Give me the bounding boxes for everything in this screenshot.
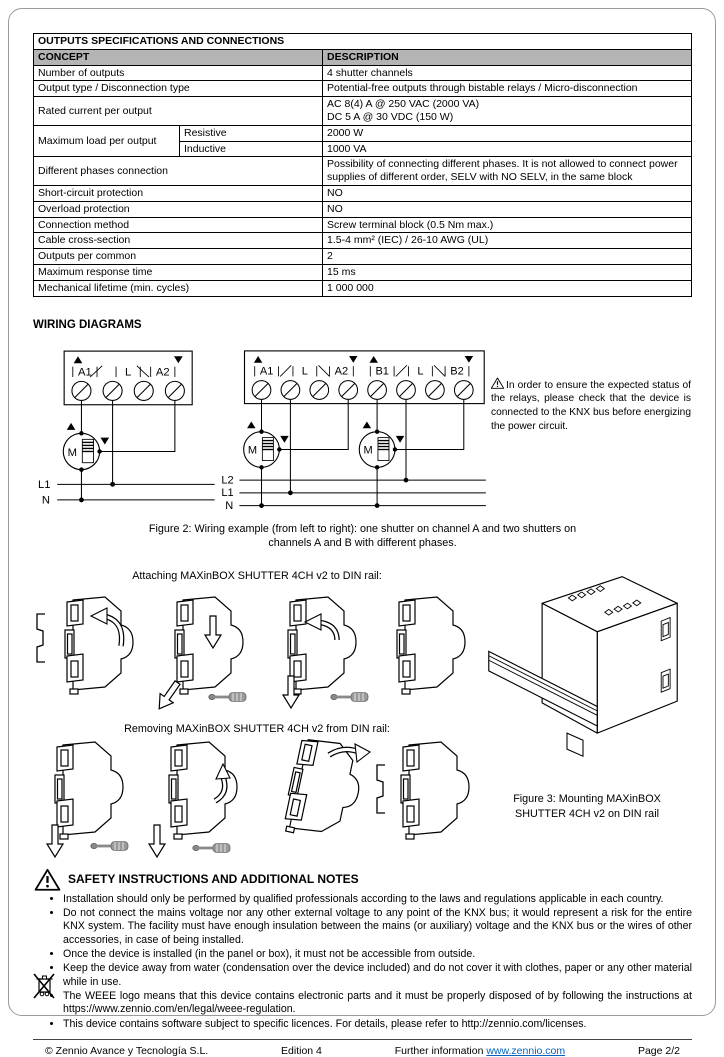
rated-current-line1: AC 8(4) A @ 250 VAC (2000 VA) xyxy=(327,98,480,111)
spec-row-different-phases xyxy=(34,157,692,186)
terminal-label: A2 xyxy=(334,365,349,378)
knx-warning-note xyxy=(491,377,691,434)
concept-cell: Maximum response time xyxy=(34,264,323,280)
spec-row-rated-current xyxy=(34,97,692,126)
terminal-label: L xyxy=(417,365,424,378)
safety-bullet: • Once the device is installed (in the panel or box), it must not be accessible from outside. xyxy=(63,948,692,961)
warning-text: In order to ensure the expected status of the relays, please check that the device is connected to the KNX bus before energizing the power circuit. xyxy=(491,379,691,432)
terminal-label: L xyxy=(125,365,132,378)
wiring-diagram-channels-ab xyxy=(219,339,491,514)
description-cell: Screw terminal block (0.5 Nm max.) xyxy=(323,217,692,233)
safety-bullet: • Keep the device away from water (condensation over the device included) and do not cover it with clothes, paper or any other material while in use. xyxy=(63,962,692,989)
attach-label: Attaching MAXinBOX SHUTTER 4CH v2 to DIN rail: xyxy=(132,569,382,582)
table-title: OUTPUTS SPECIFICATIONS AND CONNECTIONS xyxy=(34,34,692,50)
concept-cell: Connection method xyxy=(34,217,323,233)
description-cell: NO xyxy=(323,201,692,217)
spec-row-connection-method xyxy=(34,217,692,233)
terminal-label: A2 xyxy=(155,365,170,378)
safety-bullet: • The WEEE logo means that this device contains electronic parts and it must be properly disposed of by following the instructions at https://www.zennio.com/en/legal/weee-regulation. xyxy=(63,990,692,1017)
terminal-label: A1 xyxy=(78,365,92,378)
spec-row-number-of-outputs xyxy=(34,65,692,81)
concept-cell: Cable cross-section xyxy=(34,233,323,249)
figure3-block xyxy=(483,564,691,866)
spec-row-cable-cross-section xyxy=(34,233,692,249)
concept-header: CONCEPT xyxy=(34,49,323,65)
description-cell: 1 000 000 xyxy=(323,280,692,296)
footer-further-info-text: Further information xyxy=(394,1045,484,1057)
concept-cell: Short-circuit protection xyxy=(34,185,323,201)
description-cell: NO xyxy=(323,185,692,201)
weee-logo xyxy=(33,972,55,1005)
description-cell xyxy=(323,97,692,126)
description-cell: Possibility of connecting different phases. It is not allowed to connect power supplies of different order, SELV with NO SELV, in the same block xyxy=(323,157,692,186)
footer-copyright: © Zennio Avance y Tecnología S.L. xyxy=(45,1045,209,1057)
footer-page-number: Page 2/2 xyxy=(637,1045,680,1057)
line-label: N xyxy=(225,499,234,512)
concept-cell: Mechanical lifetime (min. cycles) xyxy=(34,280,323,296)
safety-bullet-list xyxy=(33,893,692,1031)
line-label: L1 xyxy=(221,486,234,499)
remove-sequence-diagram xyxy=(33,737,473,861)
wiring-diagrams-heading: WIRING DIAGRAMS xyxy=(33,318,142,331)
warning-triangle-icon xyxy=(35,868,60,891)
wiring-diagram-channel-a xyxy=(33,339,219,509)
spec-row-max-load-resistive xyxy=(34,125,692,141)
table-title-row xyxy=(34,34,692,50)
description-header: DESCRIPTION xyxy=(323,49,692,65)
spec-row-short-circuit xyxy=(34,185,692,201)
line-label: L2 xyxy=(221,474,234,487)
terminal-label: L xyxy=(301,365,308,378)
device-on-din-rail-illustration xyxy=(487,566,687,784)
line-label: L1 xyxy=(37,478,51,491)
din-rail-instructions xyxy=(33,564,481,866)
spec-row-max-response-time xyxy=(34,264,692,280)
rated-current-line2: DC 5 A @ 30 VDC (150 W) xyxy=(327,110,454,123)
terminal-label: B2 xyxy=(450,365,464,378)
figure3-caption: Figure 3: Mounting MAXinBOX SHUTTER 4CH v2 on DIN rail xyxy=(513,793,661,820)
outputs-specifications-table xyxy=(33,33,692,297)
concept-cell: Maximum load per output xyxy=(34,125,180,157)
wiring-diagrams-row xyxy=(33,339,692,514)
spec-row-mechanical-lifetime xyxy=(34,280,692,296)
mounting-section xyxy=(33,564,692,866)
safety-section xyxy=(33,868,692,1031)
terminal-label: B1 xyxy=(375,365,389,378)
zennio-website-link[interactable]: www.zennio.com xyxy=(486,1045,566,1057)
spec-row-outputs-per-common xyxy=(34,249,692,265)
release-tab xyxy=(567,733,583,756)
remove-label: Removing MAXinBOX SHUTTER 4CH v2 from DIN rail: xyxy=(124,722,390,735)
concept-cell: Output type / Disconnection type xyxy=(34,81,323,97)
description-cell: Potential-free outputs through bistable relays / Micro-disconnection xyxy=(323,81,692,97)
line-label: N xyxy=(41,493,51,506)
footer-further-info xyxy=(395,1045,565,1057)
phase-lines xyxy=(239,480,485,505)
description-cell: 4 shutter channels xyxy=(323,65,692,81)
table-header-row xyxy=(34,49,692,65)
description-cell: 1000 VA xyxy=(323,141,692,157)
spec-row-output-type xyxy=(34,81,692,97)
concept-cell: Different phases connection xyxy=(34,157,323,186)
safety-bullet: • This device contains software subject to specific licences. For details, please refer to http://zennio.com/licenses. xyxy=(63,1018,692,1031)
safety-bullet: • Do not connect the mains voltage nor any other external voltage to any point of the KNX bus; it would represent a risk for the entire KNX system. The facility must have enough insulation between the mains (or auxiliary) voltage and the KNX bus or the wires of other accessories, in case of being installed. xyxy=(63,907,692,947)
description-cell: 2 xyxy=(323,249,692,265)
concept-cell: Outputs per common xyxy=(34,249,323,265)
safety-heading: SAFETY INSTRUCTIONS AND ADDITIONAL NOTES xyxy=(68,872,359,887)
subconcept-cell: Inductive xyxy=(180,141,323,157)
description-cell: 15 ms xyxy=(323,264,692,280)
page-footer xyxy=(33,1039,692,1057)
concept-cell: Rated current per output xyxy=(34,97,323,126)
description-cell: 1.5-4 mm² (IEC) / 26-10 AWG (UL) xyxy=(323,233,692,249)
safety-bullet: • Installation should only be performed by qualified professionals according to the laws and regulations applicable in each country. xyxy=(63,893,692,906)
weee-icon xyxy=(33,972,55,1000)
safety-heading-row xyxy=(35,868,692,891)
attach-sequence-diagram xyxy=(33,584,473,712)
footer-edition: Edition 4 xyxy=(281,1045,322,1057)
concept-cell: Overload protection xyxy=(34,201,323,217)
description-cell: 2000 W xyxy=(323,125,692,141)
subconcept-cell: Resistive xyxy=(180,125,323,141)
spec-row-overload xyxy=(34,201,692,217)
terminal-label: A1 xyxy=(259,365,274,378)
warning-triangle-icon xyxy=(491,377,504,389)
concept-cell: Number of outputs xyxy=(34,65,323,81)
figure2-caption: Figure 2: Wiring example (from left to right): one shutter on channel A and two shutters on channels A and B with different phases. xyxy=(148,522,577,549)
